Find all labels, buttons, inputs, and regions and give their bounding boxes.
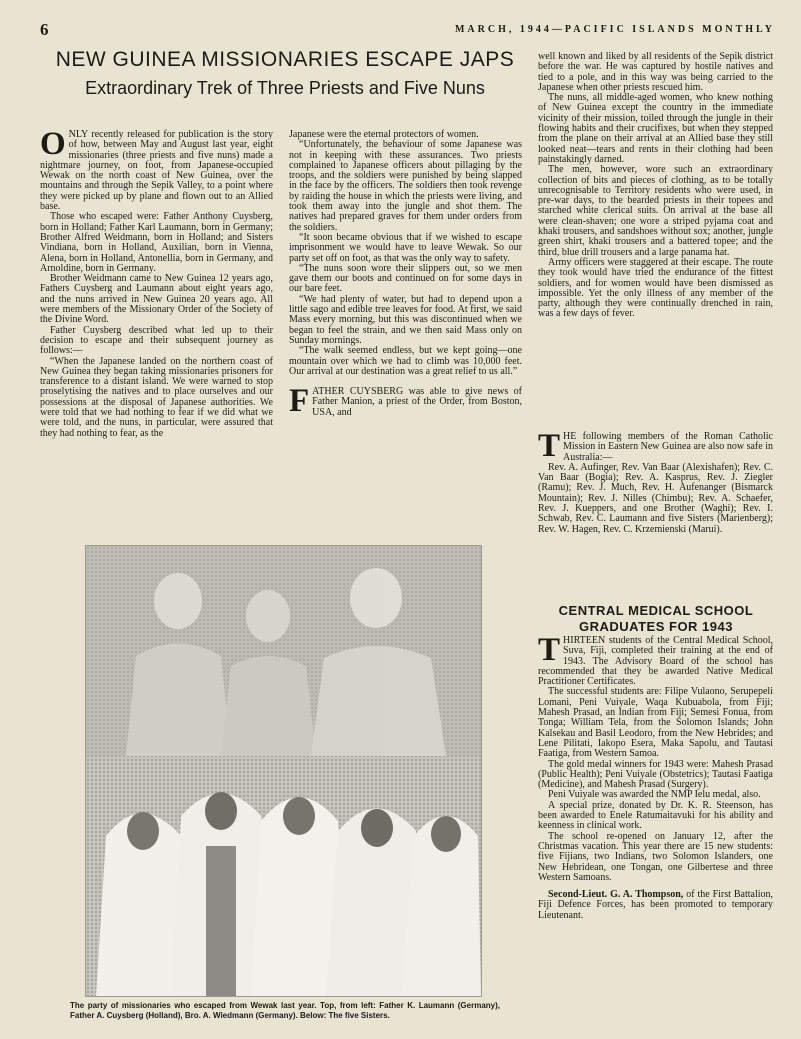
lead-text: NLY recently released for publication is the story of how, between May and August last year, eight missionaries (three priests and five nuns) made a nightmare journey, on foot, from Japanese-occupied Wewak on the north coast of New Guinea, over the mountains and through the Sepik Valley, to a point where they were picked up by plane and flown out to an Allied base. bbox=[40, 129, 273, 213]
paragraph: Japanese were the eternal protectors of women. bbox=[289, 129, 479, 140]
paragraph-text: HE following members of the Roman Catholic Mission in Eastern New Guinea are also now safe in Australia:— bbox=[563, 431, 773, 463]
safe-missionaries-list bbox=[538, 428, 773, 535]
paragraph: The successful students are: Filipe Vulaono, Serupepeli Lomani, Peni Vuiyale, Waqa Kubuabola, from Fiji; Mahesh Prasad, an Indian from Fiji; Semesi Fonua, from Tonga; William Tela, from the Solomon Islands; John Kalsekau and Basil Leodoro, from the New Hebrides; and Lene Pilitati, Iakopo Esera, Maka Sapolu, and Tautasi Faatiga, from Western Samoa. bbox=[538, 686, 773, 760]
paragraph: “We had plenty of water, but had to depend upon a little sago and edible tree leaves for food. At first, we said Mass every morning, but this was discontinued when we began to feel the strain, and we then said Mass only on Sunday mornings. bbox=[289, 293, 522, 346]
promotion-note bbox=[538, 890, 773, 921]
missionaries-photo bbox=[85, 545, 482, 997]
paragraph: The nuns, all middle-aged women, who knew nothing of New Guinea except the country in the immediate vicinity of their mission, toiled through the jungle in their flowing habits and their crucifixes, but when they stepped from the plane on their arrival at an Allied base they still looked neat—tears and rents in their clothing had been painstakingly darned. bbox=[538, 92, 773, 165]
article-column-3 bbox=[538, 52, 773, 320]
note-name: Second-Lieut. G. A. Thompson, bbox=[548, 889, 684, 901]
paragraph: Rev. A. Aufinger, Rev. Van Baar (Alexishafen); Rev. C. Van Baar (Bogia); Rev. A. Kasprus, Rev. J. Ziegler (Ramu); Rev. J. Much, Rev. H. Aufenanger (Bismarck Mountain); Rev. J. Nilles (Chimbu); Rev. A. Schaefer, Rev. J. Kueppers, and one Brother (Waghi); Rev. I. Schwab, Rev. C. Laumann and five Sisters (Marienberg); Rev. W. Hagen, Rev. C. Krzemienski (Marui). bbox=[538, 461, 773, 535]
page-number: 6 bbox=[40, 20, 49, 39]
paragraph: “The walk seemed endless, but we kept going—one mountain over which we had to climb was 10,000 feet. Our arrival at our destination was a great relief to us all.” bbox=[289, 345, 522, 377]
paragraph: well known and liked by all residents of the Sepik district before the war. He was captured by hostile natives and tied to a pole, and in this way was being carried to the Japanese when other priests rescued him. bbox=[538, 51, 773, 93]
article-headline: NEW GUINEA MISSIONARIES ESCAPE JAPS bbox=[55, 48, 515, 71]
page-header bbox=[40, 20, 775, 42]
drop-cap: T bbox=[538, 428, 561, 464]
paragraph: “Unfortunately, the behaviour of some Japanese was not in keeping with these assurances. Two priests complained to Japanese officers about pillaging by the troops, and the soldiers were punished by being slapped in the face by the officers. The soldiers then took revenge by raiding the house in which the priests were living, and took them away into the jungle and shot them. The natives had prepared graves for them under orders from the soldiers. bbox=[289, 139, 522, 233]
paragraph: Peni Vuiyale was awarded the NMP Ielu medal, also. bbox=[548, 789, 761, 801]
paragraph: “The nuns soon wore their slippers out, so we men gave them our boots and continued on for some days in our bare feet. bbox=[289, 262, 522, 295]
paragraph-text: ATHER CUYSBERG was able to give news of Father Manion, a priest of the Order, from Boston, USA, and bbox=[312, 386, 522, 418]
drop-cap: O bbox=[40, 126, 66, 162]
paragraph bbox=[289, 383, 522, 420]
lead-text: HIRTEEN students of the Central Medical School, Suva, Fiji, completed their training at the end of 1943. The Advisory Board of the school has recommended that they be awarded Native Medical Practitioner Certificates. bbox=[538, 635, 773, 688]
paragraph: The gold medal winners for 1943 were: Mahesh Prasad (Public Health); Peni Vuiyale (Obstetrics); Tautasi Faatiga (Medicine), and Mahesh Prasad (Surgery). bbox=[538, 758, 773, 791]
paragraph: Brother Weidmann came to New Guinea 12 years ago, Fathers Cuysberg and Laumann about eight years ago, and the nuns arrived in New Guinea 20 years ago. All were members of the Missionary Order of the Society of the Divine Word. bbox=[40, 273, 273, 326]
paragraph: A special prize, donated by Dr. K. R. Steenson, has been awarded to Enele Ratumaitavuki for his ability and keenness in clinical work. bbox=[538, 799, 773, 832]
section-headline: CENTRAL MEDICAL SCHOOL GRADUATES FOR 1943 bbox=[558, 603, 754, 634]
paragraph: “It soon became obvious that if we wished to escape imprisonment we would have to leave Wewak. So our party set off on foot, as that was the only way to safety. bbox=[289, 231, 522, 264]
paragraph: Father Cuysberg described what led up to their decision to escape and their subsequent journey as follows:— bbox=[40, 324, 273, 357]
lead-paragraph bbox=[40, 126, 273, 213]
drop-cap: F bbox=[289, 383, 310, 420]
paragraph: “When the Japanese landed on the northern coast of New Guinea they began taking missionaries prisoners for transference to a distant island. We were warned to stop proselytising the natives and to place ourselves and our possessions at the disposal of Japanese authorities. We were told that we had nothing to fear if we did what we were told, and the nuns, in particular, were assured that they had nothing to fear, as the bbox=[40, 355, 273, 439]
medical-school-article bbox=[538, 632, 774, 921]
article-column-2 bbox=[289, 130, 522, 418]
paragraph: Those who escaped were: Father Anthony Cuysberg, born in Holland; Father Karl Laumann, born in Germany; Brother Alfred Weidmann, born in Holland; and Sisters Vindiana, born in Holland, Auxilian, born in Vienna, Alena, born in Holland, Antonellia, born in Germany, and Arnoldine, born in Germany. bbox=[40, 211, 273, 274]
running-head: MARCH, 1944—PACIFIC ISLANDS MONTHLY bbox=[454, 24, 775, 35]
article-subheadline: Extraordinary Trek of Three Priests and Five Nuns bbox=[85, 78, 485, 98]
article-column-1 bbox=[40, 126, 273, 439]
paragraph: The school re-opened on January 12, after the Christmas vacation. This year there are 15 new students: five Fijians, two Indians, two Solomon Islanders, one New Hebridean, one Tongan, one Gilbertese and three Western Samoans. bbox=[538, 830, 773, 883]
drop-cap: T bbox=[538, 632, 561, 668]
lead-paragraph bbox=[538, 632, 773, 688]
note-text: of the First Battalion, Fiji Defence Forces, has been promoted to temporary Lieutenant. bbox=[538, 889, 774, 921]
paragraph: Army officers were staggered at their escape. The route they took would have tried the endurance of the fittest soldiers, and for women would have been dismissed as impossible. Yet the only illness of any member of the party, although they were continually drenched in rain, was a few days of fever. bbox=[538, 256, 773, 320]
photo-caption: The party of missionaries who escaped from Wewak last year. Top, from left: Father K. Laumann (Germany), Father A. Cuysberg (Holland), Bro. A. Wiedmann (Germany). Below: The five Sisters. bbox=[70, 1001, 500, 1020]
paragraph bbox=[538, 428, 773, 464]
paragraph: The men, however, wore such an extraordinary collection of bits and pieces of clothing, as to be totally unrecognisable to Territory residents who were used, in pre-war days, to the bearded priests in their topees and starched white clerical suits. On arrival at the base all were clean-shaven; one wore a striped pyjama coat and khaki trousers, and sandshoes without sox; another, jungle green shirt, khaki trousers and a battered topee; and the third, blue drill trousers and a large panama hat. bbox=[538, 164, 773, 258]
